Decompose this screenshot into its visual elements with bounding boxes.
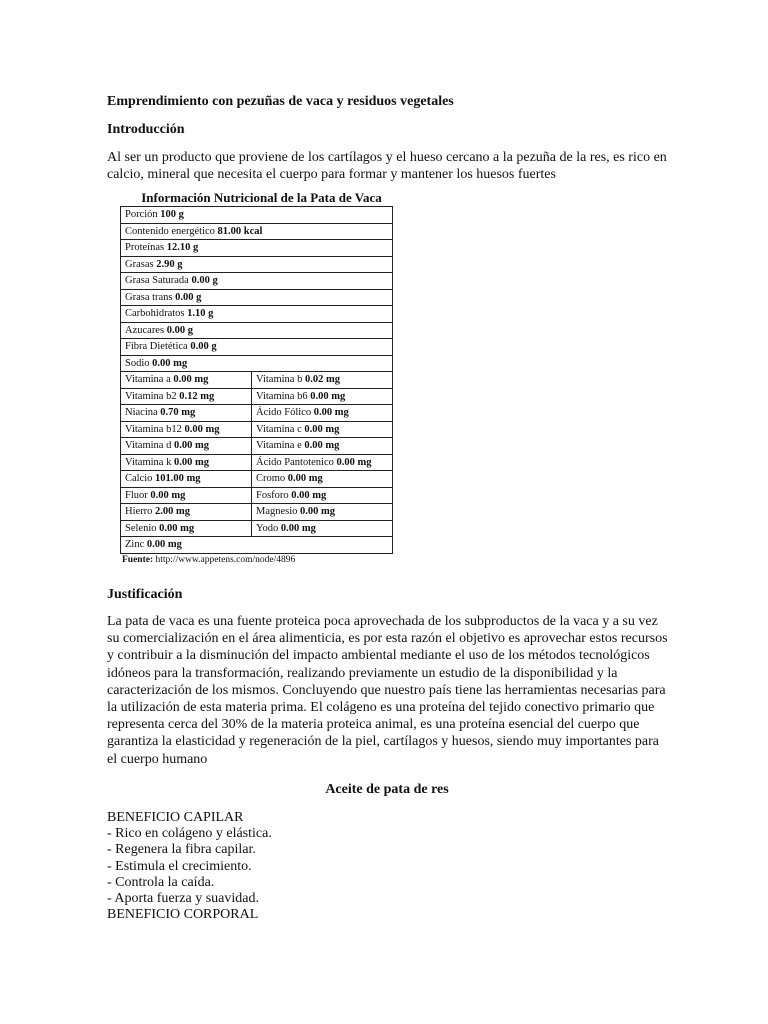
nutrient-label: Ácido Pantotenico xyxy=(256,456,334,468)
nutrient-value: 0.00 mg xyxy=(287,473,323,485)
table-row xyxy=(121,454,393,471)
intro-line: calcio, mineral que necesita el cuerpo para formar y mantener los huesos fuertes xyxy=(107,167,556,182)
nutrient-value: 0.00 mg xyxy=(173,440,209,452)
table-cell xyxy=(121,223,393,240)
nutrient-label: Azucares xyxy=(125,324,165,336)
benefit-item: - Rico en colágeno y elástica. xyxy=(107,826,272,842)
justification-line: caracterización de los mismos. Concluyendo que nuestro país tiene las herramientas necesarias para xyxy=(107,682,666,698)
nutrient-label: Vitamina b6 xyxy=(256,390,308,402)
benefit-item: - Regenera la fibra capilar. xyxy=(107,842,256,858)
nutrient-label: Sodio xyxy=(125,357,150,369)
table-cell xyxy=(121,487,252,504)
document-title: Emprendimiento con pezuñas de vaca y residuos vegetales xyxy=(107,94,454,109)
nutrient-value: 2.00 mg xyxy=(155,506,191,518)
nutrient-label: Fluor xyxy=(125,489,148,501)
table-row xyxy=(121,223,393,240)
nutrient-value: 0.00 mg xyxy=(310,390,346,402)
nutrient-label: Yodo xyxy=(256,522,279,534)
table-cell xyxy=(252,405,393,422)
table-row xyxy=(121,355,393,372)
table-cell xyxy=(121,537,393,554)
justification-line: idóneos para la transformación, realizando previamente un estudio de la disponibilidad y la xyxy=(107,665,618,681)
table-row xyxy=(121,438,393,455)
nutrient-value: 0.02 mg xyxy=(304,374,340,386)
table-cell xyxy=(121,289,393,306)
nutrient-label: Fosforo xyxy=(256,489,289,501)
nutrient-value: 0.00 mg xyxy=(173,456,209,468)
table-cell xyxy=(121,471,252,488)
intro-paragraph xyxy=(107,149,667,183)
table-row xyxy=(121,487,393,504)
nutrient-label: Ácido Fólico xyxy=(256,407,312,419)
nutrient-label: Calcio xyxy=(125,473,153,485)
nutrient-label: Hierro xyxy=(125,506,153,518)
table-cell xyxy=(252,520,393,537)
nutrient-label: Vitamina b12 xyxy=(125,423,182,435)
justification-line: su comercialización en el área alimenticia, es por esta razón el objetivo es aprovechar estos recursos xyxy=(107,631,668,647)
nutrient-value: 2.90 g xyxy=(156,258,183,270)
source-url: http://www.appetens.com/node/4896 xyxy=(155,554,296,565)
table-cell xyxy=(121,339,393,356)
nutrient-value: 0.00 mg xyxy=(304,423,340,435)
table-cell xyxy=(252,454,393,471)
nutrient-label: Grasas xyxy=(125,258,154,270)
benefit-item: - Controla la caída. xyxy=(107,874,215,890)
table-row xyxy=(121,256,393,273)
table-cell xyxy=(121,405,252,422)
justification-line: La pata de vaca es una fuente proteica poca aprovechada de los subproductos de la vaca y a su vez xyxy=(107,614,658,629)
nutrient-label: Fibra Dietética xyxy=(125,341,188,353)
table-cell xyxy=(121,372,252,389)
table-cell xyxy=(121,504,252,521)
nutrient-label: Vitamina b xyxy=(256,374,303,386)
nutrient-value: 0.00 g xyxy=(166,324,193,336)
table-row xyxy=(121,289,393,306)
benefit-item: BENEFICIO CORPORAL xyxy=(107,907,259,923)
nutrient-value: 0.00 mg xyxy=(300,506,336,518)
intro-heading: Introducción xyxy=(107,122,185,137)
nutrient-value: 101.00 mg xyxy=(155,473,201,485)
nutrient-label: Grasa Saturada xyxy=(125,275,189,287)
table-cell xyxy=(121,322,393,339)
table-cell xyxy=(121,388,252,405)
nutrient-value: 0.70 mg xyxy=(160,407,196,419)
justification-heading: Justificación xyxy=(107,587,183,602)
nutrient-label: Vitamina d xyxy=(125,440,172,452)
table-cell xyxy=(121,256,393,273)
table-row xyxy=(121,273,393,290)
table-row xyxy=(121,520,393,537)
table-cell xyxy=(252,372,393,389)
table-cell xyxy=(121,421,252,438)
nutrient-value: 1.10 g xyxy=(187,308,214,320)
nutrient-label: Vitamina b2 xyxy=(125,390,177,402)
table-cell xyxy=(252,421,393,438)
oil-heading: Aceite de pata de res xyxy=(325,782,449,797)
nutrient-value: 0.00 mg xyxy=(173,374,209,386)
nutrient-label: Magnesio xyxy=(256,506,298,518)
nutrient-value: 0.00 mg xyxy=(313,407,349,419)
table-cell xyxy=(252,471,393,488)
nutrient-label: Carbohidratos xyxy=(125,308,185,320)
table-cell xyxy=(121,454,252,471)
table-row xyxy=(121,372,393,389)
nutrient-value: 0.00 mg xyxy=(152,357,188,369)
nutrient-value: 0.12 mg xyxy=(179,390,215,402)
nutrient-value: 0.00 mg xyxy=(184,423,220,435)
benefit-item: BENEFICIO CAPILAR xyxy=(107,810,244,825)
nutrient-label: Vitamina k xyxy=(125,456,172,468)
nutrient-value: 0.00 g xyxy=(190,341,217,353)
nutrient-value: 81.00 kcal xyxy=(217,225,263,237)
justification-line: y contribuir a la disminución del impacto ambiental mediante el uso de los métodos tecnológicos xyxy=(107,648,650,664)
nutrient-label: Porción xyxy=(125,209,158,221)
table-cell xyxy=(121,355,393,372)
nutrient-value: 0.00 mg xyxy=(280,522,316,534)
source-label: Fuente: xyxy=(122,554,154,565)
table-row xyxy=(121,240,393,257)
nutrient-value: 0.00 mg xyxy=(146,539,182,551)
table-row xyxy=(121,504,393,521)
nutrient-label: Zinc xyxy=(125,539,145,551)
table-cell xyxy=(121,240,393,257)
nutrient-label: Selenio xyxy=(125,522,157,534)
nutrient-label: Niacina xyxy=(125,407,158,419)
table-row xyxy=(121,207,393,224)
justification-paragraph xyxy=(107,613,667,768)
nutrient-label: Vitamina c xyxy=(256,423,302,435)
nutrition-table-title: Información Nutricional de la Pata de Vaca xyxy=(141,190,382,205)
nutrient-label: Cromo xyxy=(256,473,286,485)
nutrient-label: Vitamina e xyxy=(256,440,302,452)
table-row xyxy=(121,405,393,422)
nutrient-value: 0.00 mg xyxy=(304,440,340,452)
table-cell xyxy=(121,273,393,290)
table-cell xyxy=(252,388,393,405)
table-cell xyxy=(252,487,393,504)
nutrient-value: 0.00 mg xyxy=(150,489,186,501)
nutrient-label: Vitamina a xyxy=(125,374,171,386)
table-row xyxy=(121,537,393,554)
nutrient-value: 0.00 mg xyxy=(336,456,372,468)
nutrient-value: 0.00 g xyxy=(191,275,218,287)
nutrient-value: 0.00 g xyxy=(175,291,202,303)
table-cell xyxy=(121,207,393,224)
benefit-item: - Aporta fuerza y suavidad. xyxy=(107,891,259,907)
table-row xyxy=(121,471,393,488)
nutrient-label: Contenido energético xyxy=(125,225,215,237)
table-row xyxy=(121,388,393,405)
table-row xyxy=(121,322,393,339)
table-row xyxy=(121,306,393,323)
nutrient-value: 0.00 mg xyxy=(291,489,327,501)
table-cell xyxy=(252,504,393,521)
nutrient-label: Proteínas xyxy=(125,242,165,254)
justification-line: representa cerca del 30% de la materia proteica animal, es una proteína esencial del cuerpo que xyxy=(107,717,640,733)
justification-line: el cuerpo humano xyxy=(107,751,208,767)
table-cell xyxy=(252,438,393,455)
justification-line: la utilización de esta materia prima. El colágeno es una proteína del tejido conectivo primario que xyxy=(107,700,655,716)
benefit-item: - Estimula el crecimiento. xyxy=(107,858,252,874)
nutrient-value: 100 g xyxy=(160,209,184,221)
table-cell xyxy=(121,520,252,537)
table-source xyxy=(122,555,395,565)
benefits-list xyxy=(107,810,272,923)
justification-line: garantiza la elasticidad y regeneración de la piel, cartílagos y huesos, siendo muy importantes para xyxy=(107,734,660,750)
table-cell xyxy=(121,306,393,323)
nutrient-value: 0.00 mg xyxy=(159,522,195,534)
nutrient-label: Grasa trans xyxy=(125,291,173,303)
nutrition-table-figure xyxy=(120,190,395,565)
table-cell xyxy=(121,438,252,455)
nutrition-table xyxy=(120,206,393,554)
nutrient-value: 12.10 g xyxy=(166,242,199,254)
intro-line: Al ser un producto que proviene de los cartílagos y el hueso cercano a la pezuña de la res, es rico en xyxy=(107,150,667,165)
table-row xyxy=(121,339,393,356)
table-row xyxy=(121,421,393,438)
